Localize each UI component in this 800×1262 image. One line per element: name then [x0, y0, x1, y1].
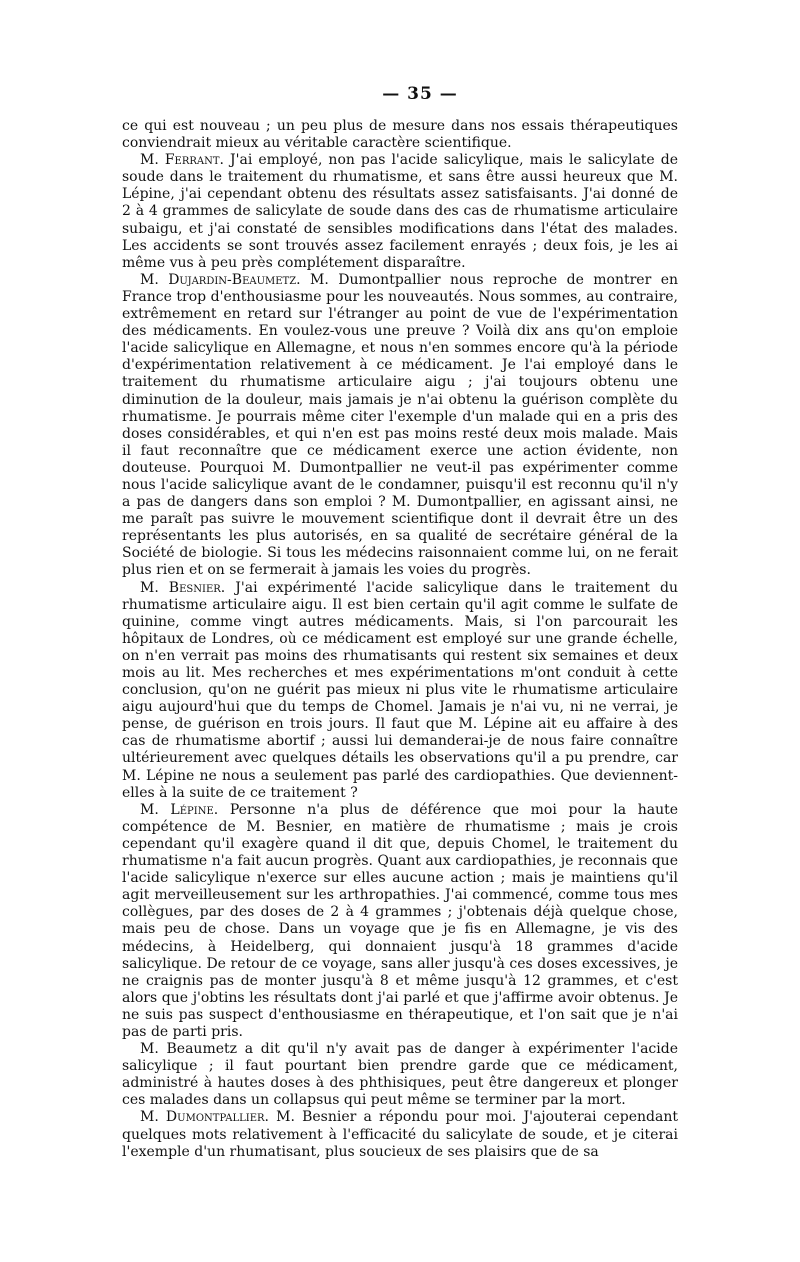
paragraph-continuation: [122, 118, 678, 152]
paragraph-text: M. Besnier a répondu pour moi. J'ajouterai cependant quelques mots relativement à l'efficacité du salicylate de soude, et je citerai l'exemple d'un rhumatisant, plus soucieux de ses plaisirs que de sa: [122, 1109, 679, 1160]
paragraph-text: J'ai employé, non pas l'acide salicylique, mais le salicylate de soude dans le traitement du rhumatisme, et sans être aussi heureux que M. Lépine, j'ai cependant obtenu des résultats assez satisfaisants. J'ai donné de 2 à 4 grammes de salicylate de soude dans des cas de rhumatisme articulaire subaigu, et j'ai constaté de sensibles modifications dans l'état des malades. Les accidents se sont trouvés assez facilement enrayés ; deux fois, je les ai même vus à peu près complétement disparaître.: [122, 152, 678, 271]
paragraph-text: M. Dumontpallier nous reproche de montrer en France trop d'enthousiasme pour les nouveautés. Nous sommes, au contraire, extrêmement en retard sur l'étranger au point de vue de l'expérimentation des médicaments. En voulez-vous une preuve ? Voilà dix ans qu'on emploie l'acide salicylique en Allemagne, et nous n'en sommes encore qu'à la période d'expérimentation relativement à ce médicament. Je l'ai employé dans le traitement du rhumatisme articulaire aigu ; j'ai toujours obtenu une diminution de la douleur, mais jamais je n'ai obtenu la guérison complète du rhumatisme. Je pourrais même citer l'exemple d'un malade qui en a pris des doses considérables, et qui n'en est pas moins resté deux mois malade. Mais il faut reconnaître que ce médicament exerce une action évidente, non douteuse. Pourquoi M. Dumontpallier ne veut-il pas expérimenter comme nous l'acide salicylique avant de le condamner, puisqu'il est reconnu qu'il n'y a pas de dangers dans son emploi ? M. Dumontpallier, en agissant ainsi, ne me paraît pas suivre le mouvement scientifique dont il devrait être un des représentants les plus autorisés, en sa qualité de secrétaire général de la Société de biologie. Si tous les médecins raisonnaient comme lui, on ne ferait plus rien et on se fermerait à jamais les voies du progrès.: [122, 271, 678, 579]
paragraph-text: Personne n'a plus de déférence que moi pour la haute compétence de M. Besnier, en matière de rhumatisme ; mais je crois cependant qu'il exagère quand il dit que, depuis Chomel, le traitement du rhumatisme n'a fait aucun progrès. Quant aux cardiopathies, je reconnais que l'acide salicylique n'exerce sur elles aucune action ; mais je maintiens qu'il agit merveilleusement sur les arthropathies. J'ai commencé, comme tous mes collègues, par des doses de 2 à 4 grammes ; j'obtenais déjà quelque chose, mais peu de chose. Dans un voyage que je fis en Allemagne, je vis des médecins, à Heidelberg, qui donnaient jusqu'à 18 grammes d'acide salicylique. De retour de ce voyage, sans aller jusqu'à ces doses excessives, je ne craignis pas de monter jusqu'à 8 et même jusqu'à 12 grammes, et c'est alors que j'obtins les résultats dont j'ai parlé et que j'affirme avoir obtenus. Je ne suis pas suspect d'enthousiasme en thérapeutique, et l'on sait que je n'ai pas de parti pris.: [122, 801, 679, 1040]
speaker-name: M. Besnier.: [140, 579, 226, 596]
paragraph-text: J'ai expérimenté l'acide salicylique dans le traitement du rhumatisme articulaire aigu. Il est bien certain qu'il agit comme le sulfate de quinine, comme vingt autres médicaments. Mais, si l'on parcourait les hôpitaux de Londres, où ce médicament est employé sur une grande échelle, on n'en verrait pas moins des rhumatisants qui restent six semaines et deux mois au lit. Mes recherches et mes expérimentations m'ont conduit à cette conclusion, qu'on ne guérit pas mieux ni plus vite le rhumatisme articulaire aigu aujourd'hui que du temps de Chomel. Jamais je n'ai vu, ni ne verrai, je pense, de guérison en trois jours. Il faut que M. Lépine ait eu affaire à des cas de rhumatisme abortif ; aussi lui demanderai-je de nous faire connaître ultérieurement avec quelques détails les observations qu'il a pu prendre, car M. Lépine ne nous a seulement pas parlé des cardiopathies. Que deviennent-elles à la suite de ce traitement ?: [122, 579, 678, 801]
speaker-name: M. Lépine.: [140, 801, 219, 818]
paragraph-lepine: [122, 802, 678, 1041]
paragraph-lepine-continued: [122, 1041, 678, 1109]
paragraph-text: M. Beaumetz a dit qu'il n'y avait pas de danger à expérimenter l'acide salicylique ; il faut pourtant bien prendre garde que ce médicament, administré à hautes doses à des phthisiques, peut être dangereux et plonger ces malades dans un collapsus qui peut même se terminer par la mort.: [122, 1041, 678, 1109]
speaker-name: M. Dumontpallier.: [140, 1109, 269, 1126]
paragraph-dujardin-beaumetz: [122, 272, 678, 580]
paragraph-besnier: [122, 580, 678, 802]
speaker-name: M. Dujardin-Beaumetz.: [140, 271, 301, 288]
book-page: [122, 84, 678, 1161]
speaker-name: M. Ferrant.: [140, 152, 224, 169]
paragraph-ferrant: [122, 152, 678, 272]
paragraph-dumontpallier: [122, 1109, 678, 1160]
paragraph-text: ce qui est nouveau ; un peu plus de mesure dans nos essais thérapeutiques conviendrait mieux au véritable caractère scientifique.: [122, 118, 678, 152]
page-number: — 35 —: [382, 84, 458, 104]
